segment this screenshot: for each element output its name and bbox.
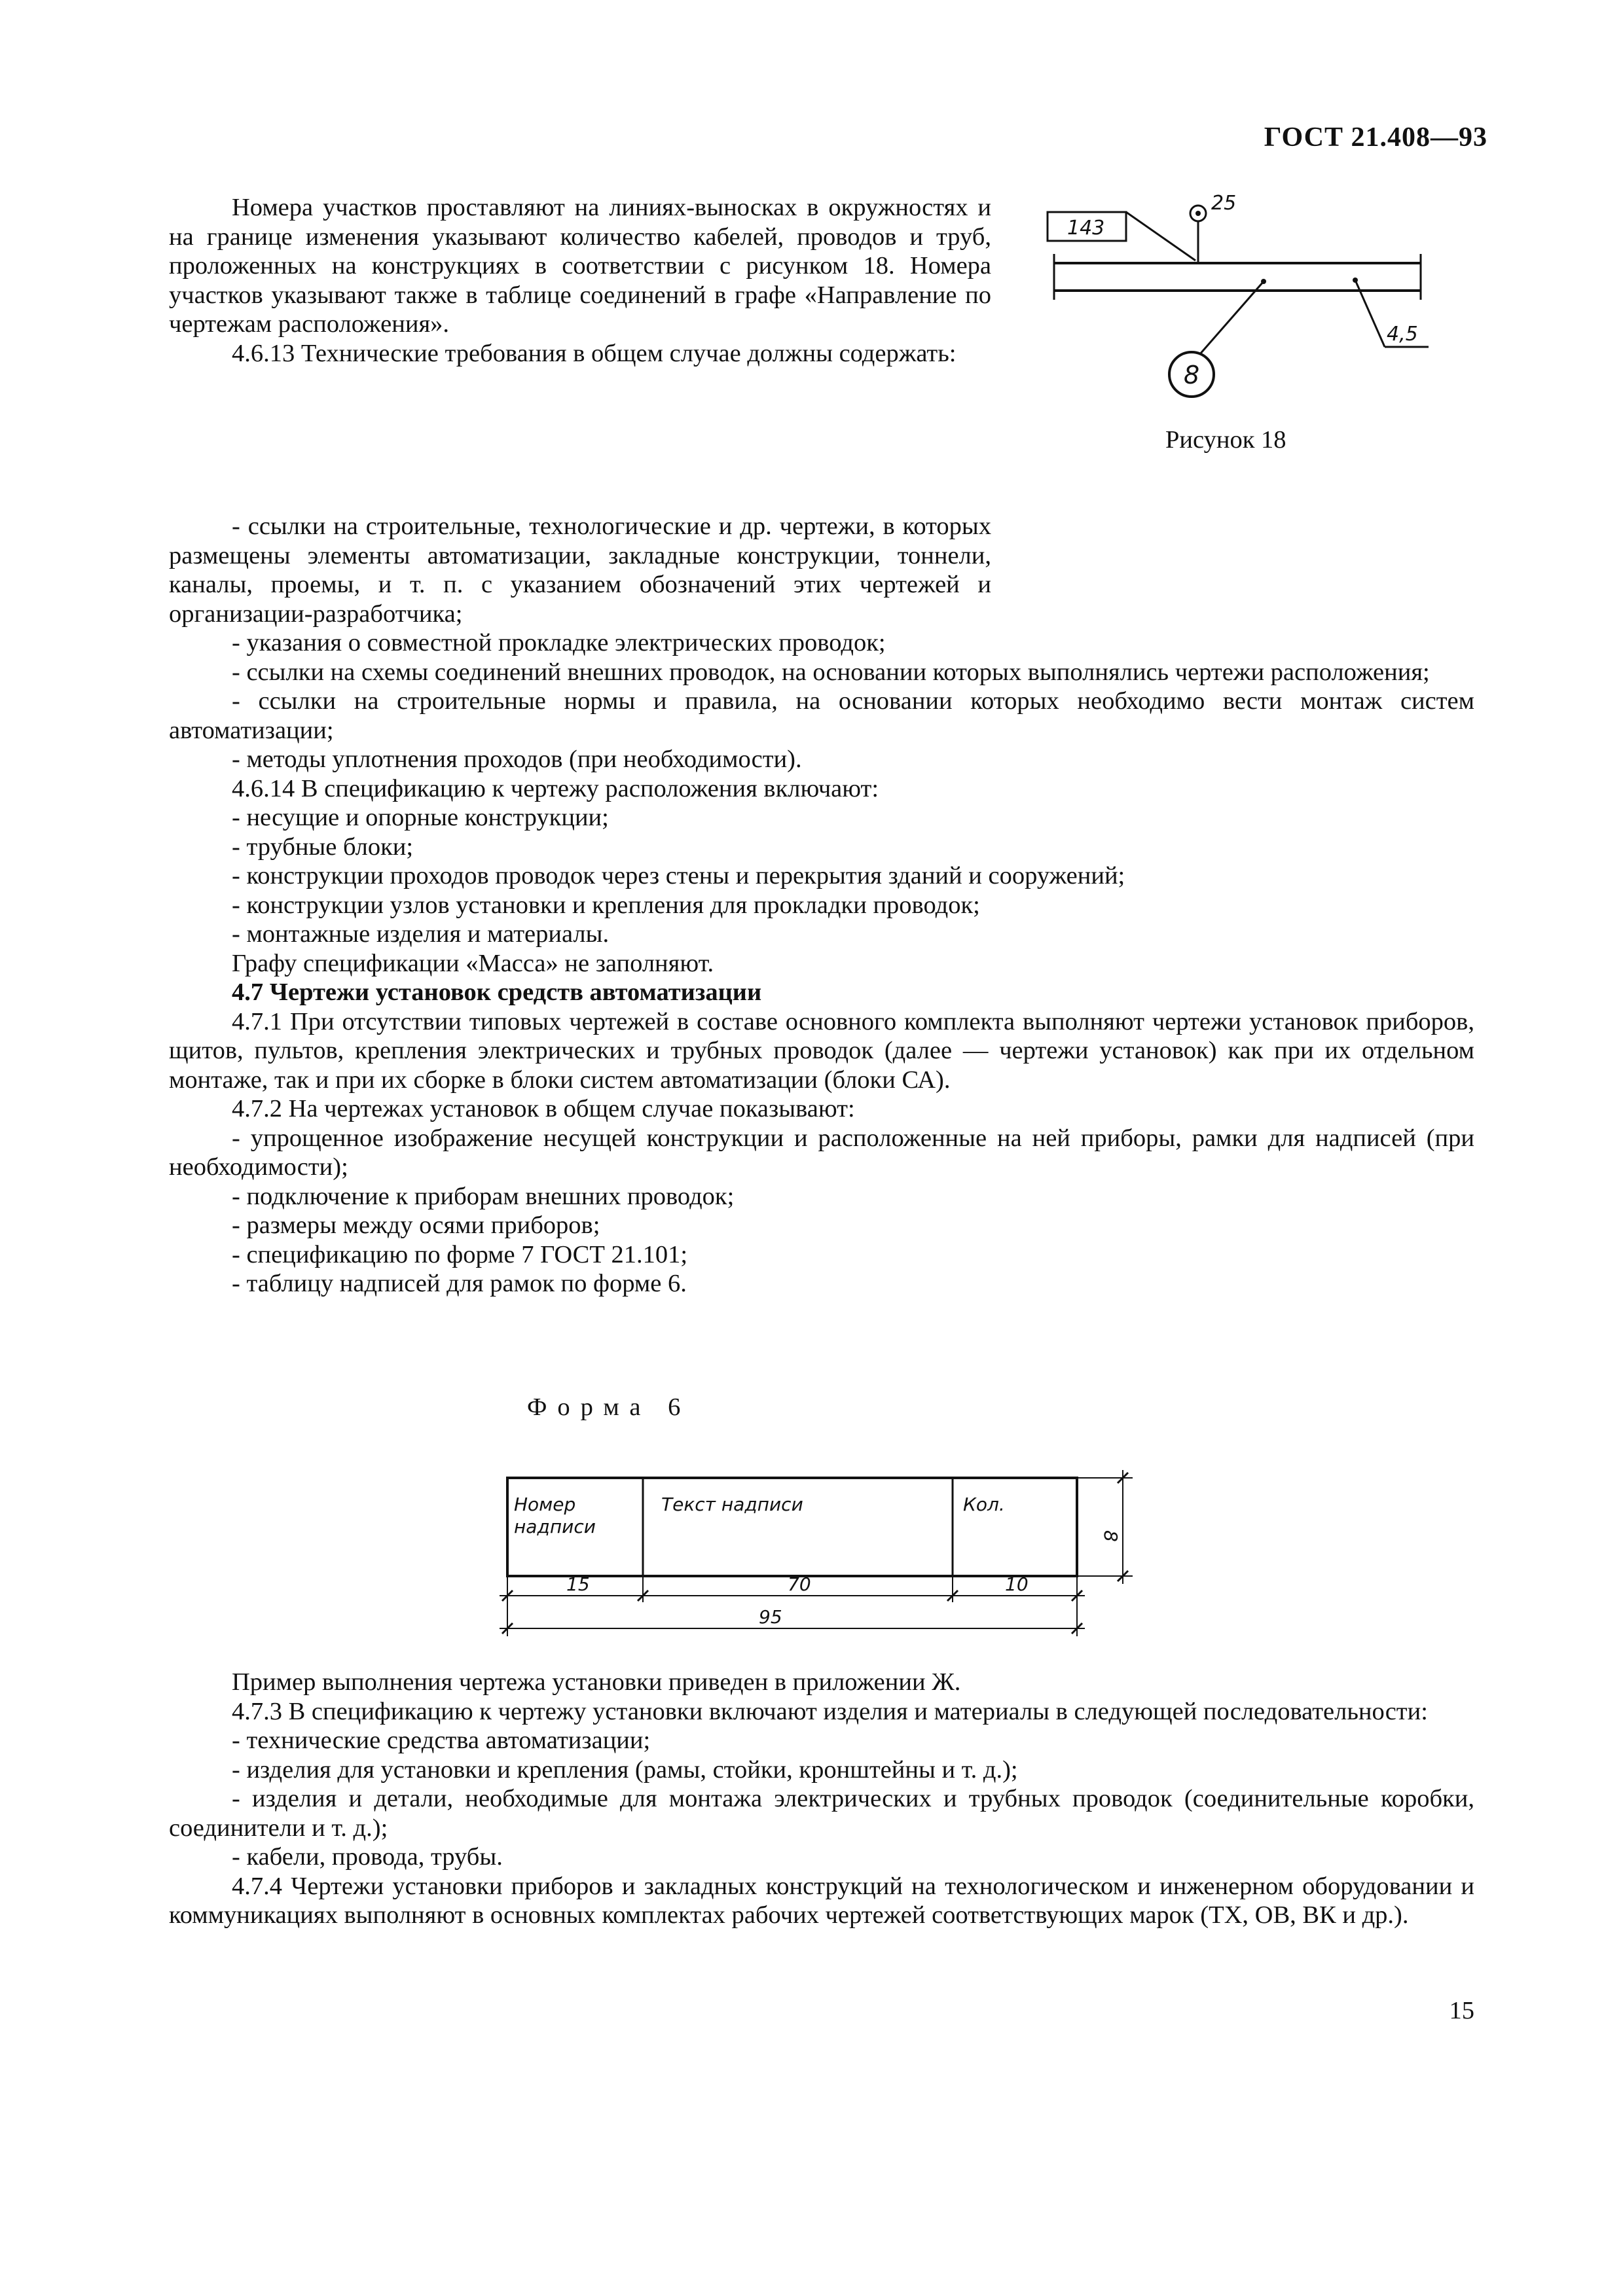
list-item: - изделия и детали, необходимые для монтажа электрических и трубных проводок (соединительные коробки, соединители и т. д.); [169, 1785, 1474, 1842]
paragraph: Номера участков проставляют на линиях-выносках в окружностях и на границе изменения указывают количество кабелей, проводов и труб, проложенных на конструкциях в соответствии с рисунком 18. Номера участков указывают также в таблице соединений в графе «Направление по чертежам расположения». [169, 194, 991, 338]
list-item: - трубные блоки; [232, 833, 414, 861]
paragraph: 4.6.13 Технические требования в общем случае должны содержать: [232, 339, 957, 367]
dim-95: 95 [759, 1606, 782, 1628]
list-item: - методы уплотнения проходов (при необходимости). [232, 745, 802, 773]
list-item: - монтажные изделия и материалы. [232, 920, 610, 948]
main-text-block [169, 512, 1474, 1299]
paragraph: 4.7.1 При отсутствии типовых чертежей в составе основного комплекта выполняют чертежи установок приборов, щитов, пультов, крепления электрических и трубных проводок (далее — чертежи установок) как при их отдельном монтаже, так и при их сборке в блоки систем автоматизации (блоки СА). [169, 1007, 1474, 1094]
label-4-5: 4,5 [1387, 323, 1418, 346]
list-item: - ссылки на схемы соединений внешних проводок, на основании которых выполнялись чертежи расположения; [232, 658, 1430, 686]
forma-6-drawing [494, 1465, 1142, 1648]
list-item: - технические средства автоматизации; [232, 1727, 651, 1754]
label-25: 25 [1211, 192, 1237, 215]
col-header-qty: Кол. [963, 1494, 1005, 1515]
dim-10: 10 [1005, 1573, 1029, 1595]
top-text-block [169, 193, 991, 368]
list-item: - несущие и опорные конструкции; [232, 804, 609, 831]
paragraph: 4.7.4 Чертежи установки приборов и закладных конструкций на технологическом и инженерном оборудовании и коммуникациях выполняют в основных комплектах рабочих чертежей соответствующих марок (ТХ, ОВ, ВК и др.). [169, 1872, 1474, 1929]
paragraph: 4.7.2 На чертежах установок в общем случае показывают: [232, 1095, 855, 1122]
col-header-text: Текст надписи [661, 1494, 803, 1515]
list-item: - таблицу надписей для рамок по форме 6. [232, 1270, 687, 1297]
list-item: - указания о совместной прокладке электрических проводок; [232, 629, 886, 656]
label-143: 143 [1067, 217, 1105, 240]
list-item: - изделия для установки и крепления (рамы, стойки, кронштейны и т. д.); [232, 1755, 1018, 1784]
dim-15: 15 [566, 1573, 590, 1595]
figure-18-drawing [1041, 190, 1447, 425]
section-heading: 4.7 Чертежи установок средств автоматизации [232, 978, 762, 1006]
list-item: - конструкции узлов установки и крепления для прокладки проводок; [232, 891, 980, 919]
page-number: 15 [1449, 1997, 1474, 2024]
list-item: - подключение к приборам внешних проводок; [232, 1182, 735, 1210]
list-item: - упрощенное изображение несущей конструкции и расположенные на ней приборы, рамки для надписей (при необходимости); [169, 1124, 1474, 1181]
dim-70: 70 [788, 1573, 811, 1595]
label-8: 8 [1184, 361, 1200, 389]
forma-6-title: Форма 6 [527, 1393, 691, 1421]
paragraph: Пример выполнения чертежа установки приведен в приложении Ж. [232, 1668, 961, 1696]
col-header-number: Номер [514, 1494, 576, 1515]
paragraph: - ссылки на строительные, технологические и др. чертежи, в которых размещены элементы автоматизации, закладные конструкции, тоннели, каналы, проемы, и т. п. с указанием обозначений этих чертежей и организации-разработчика; [169, 512, 991, 628]
document-code: ГОСТ 21.408—93 [1264, 122, 1487, 152]
paragraph: 4.7.3 В спецификацию к чертежу установки включают изделия и материалы в следующей последовательности: [232, 1697, 1428, 1725]
paragraph: Графу спецификации «Масса» не заполняют. [232, 949, 714, 977]
list-item: - конструкции проходов проводок через стены и перекрытия зданий и сооружений; [232, 862, 1125, 889]
lower-text-block [169, 1668, 1474, 1930]
col-header-number-2: надписи [514, 1516, 596, 1537]
list-item: - спецификацию по форме 7 ГОСТ 21.101; [232, 1240, 688, 1268]
figure-18-caption: Рисунок 18 [1165, 426, 1286, 454]
list-item: - кабели, провода, трубы. [232, 1843, 503, 1871]
paragraph: 4.6.14 В спецификацию к чертежу расположения включают: [232, 774, 879, 802]
list-item: - ссылки на строительные нормы и правила, на основании которых необходимо вести монтаж систем автоматизации; [169, 687, 1474, 744]
dim-8: 8 [1100, 1530, 1122, 1542]
list-item: - размеры между осями приборов; [232, 1211, 600, 1239]
